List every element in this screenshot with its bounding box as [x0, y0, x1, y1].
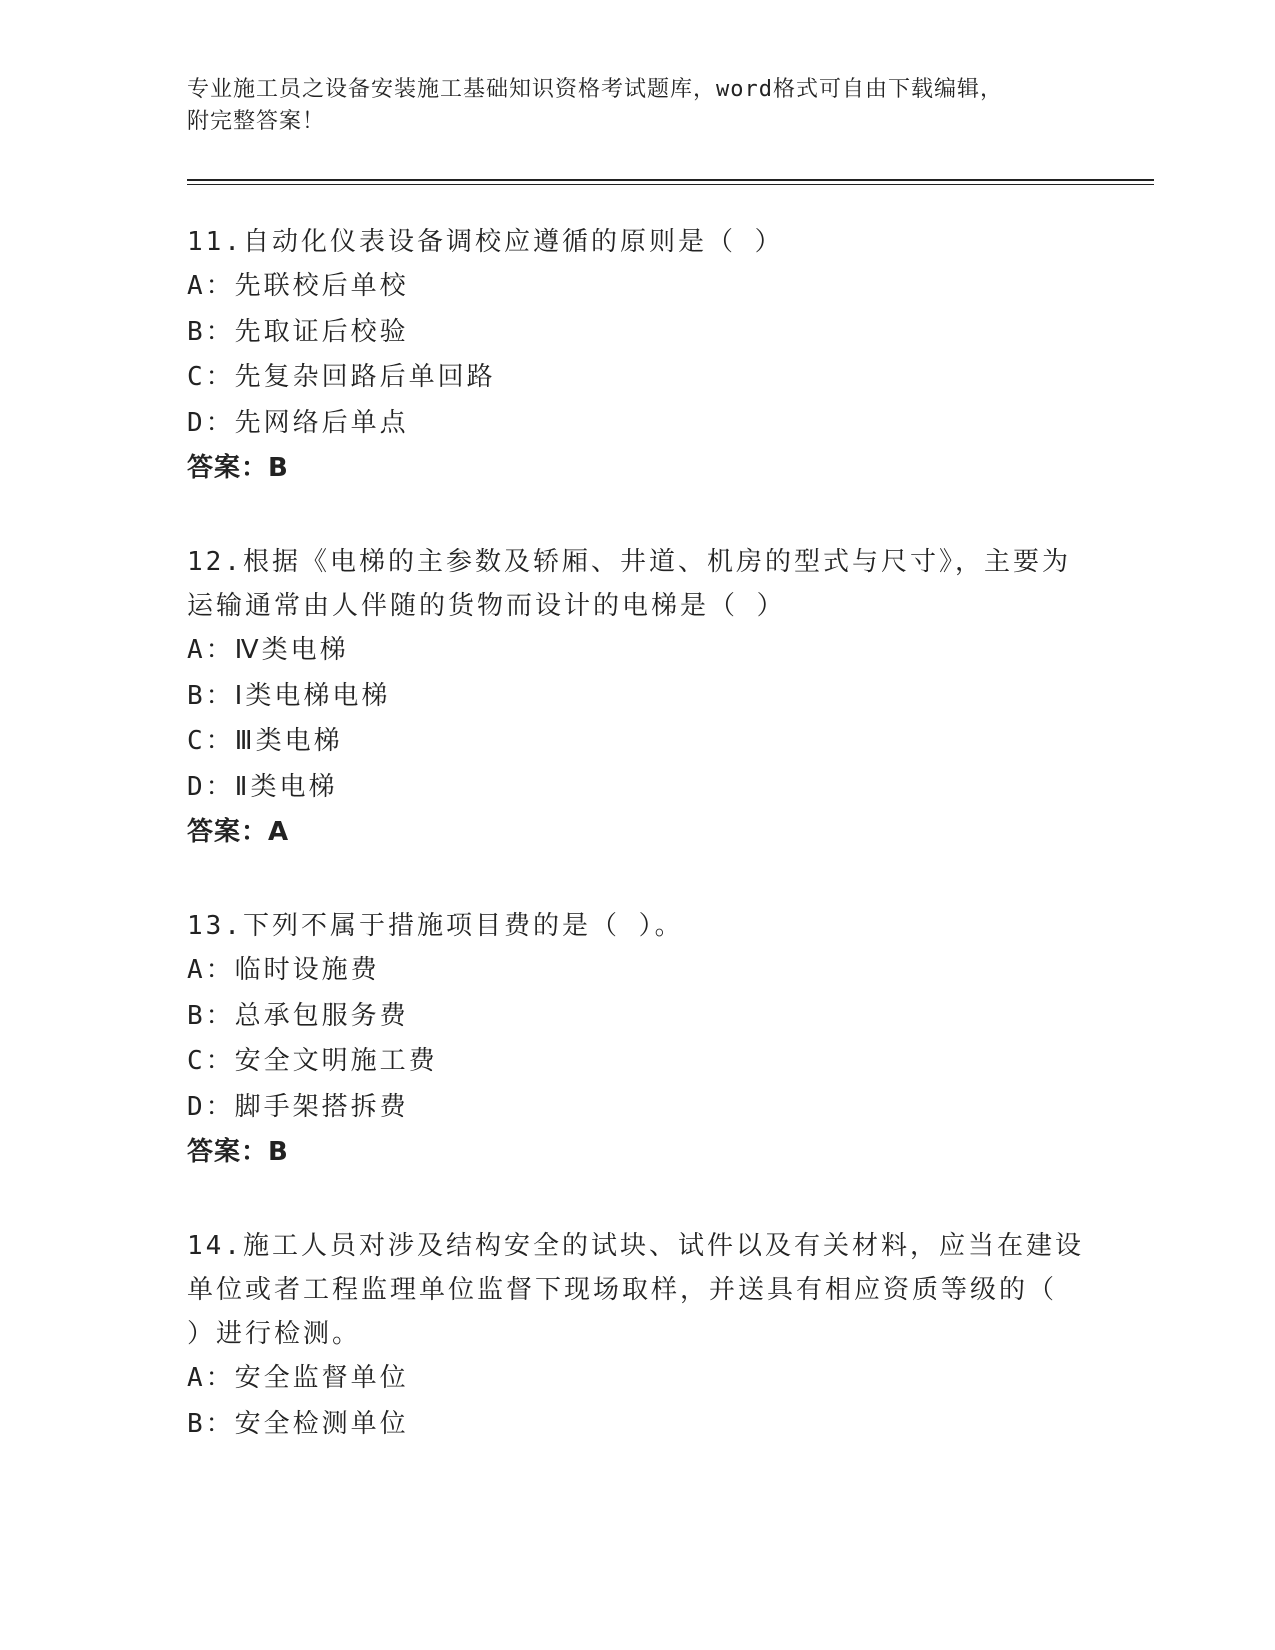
option-text: Ⅳ类电梯 [234, 635, 349, 665]
question-stem-line-1: 12.根据《电梯的主参数及轿厢、井道、机房的型式与尺寸》，主要为 [187, 547, 1071, 577]
option-letter: A： [187, 635, 235, 665]
option-letter: D： [187, 1091, 235, 1122]
option-text: Ⅲ类电梯 [234, 726, 343, 756]
option-c [187, 355, 1087, 401]
option-text: 安全文明施工费 [234, 1046, 438, 1076]
question-stem: 11.自动化仪表设备调校应遵循的原则是（ ） [187, 227, 784, 257]
question-stem: 13.下列不属于措施项目费的是（ ）。 [187, 911, 684, 941]
option-letter: B： [187, 316, 235, 347]
option-text: 先网络后单点 [234, 407, 409, 438]
option-d [187, 765, 1087, 811]
option-text: Ⅱ类电梯 [234, 771, 338, 802]
option-letter: A： [187, 271, 235, 301]
option-letter: A： [187, 955, 235, 985]
option-text: 先取证后校验 [234, 316, 409, 347]
option-text: 先联校后单校 [234, 271, 409, 301]
option-letter: A： [187, 1363, 235, 1393]
option-b [187, 1402, 1087, 1448]
option-letter: C： [187, 362, 235, 392]
question-14 [187, 1224, 1087, 1447]
option-a [187, 628, 1087, 674]
option-b [187, 310, 1087, 356]
option-letter: B： [187, 680, 235, 711]
option-a [187, 948, 1087, 994]
question-11 [187, 220, 1087, 492]
option-letter: C： [187, 726, 235, 756]
answer-line: 答案：A [187, 817, 290, 847]
option-text: 临时设施费 [234, 955, 380, 985]
header-divider-thick [187, 179, 1154, 181]
option-c [187, 1039, 1087, 1085]
option-letter: D： [187, 407, 235, 438]
option-a [187, 1356, 1087, 1402]
option-text: Ⅰ类电梯电梯 [234, 680, 391, 711]
header-line-2: 附完整答案！ [187, 109, 326, 134]
question-stem-line-3: ）进行检测。 [187, 1319, 362, 1349]
option-letter: B： [187, 1000, 235, 1031]
question-13 [187, 904, 1087, 1176]
option-c [187, 719, 1087, 765]
option-text: 脚手架搭拆费 [234, 1091, 409, 1122]
option-d [187, 1085, 1087, 1131]
question-stem-line-1: 14.施工人员对涉及结构安全的试块、试件以及有关材料，应当在建设 [187, 1231, 1084, 1261]
option-text: 安全监督单位 [234, 1363, 409, 1393]
answer-line: 答案：B [187, 1137, 289, 1167]
option-text: 总承包服务费 [234, 1000, 409, 1031]
option-a [187, 264, 1087, 310]
document-header [187, 74, 1067, 138]
option-b [187, 994, 1087, 1040]
question-stem-line-2: 运输通常由人伴随的货物而设计的电梯是（ ） [187, 591, 786, 621]
option-letter: C： [187, 1046, 235, 1076]
option-letter: B： [187, 1408, 235, 1439]
header-line-1: 专业施工员之设备安装施工基础知识资格考试题库，word格式可自由下载编辑， [187, 77, 1003, 102]
option-d [187, 401, 1087, 447]
option-text: 安全检测单位 [234, 1408, 409, 1439]
option-letter: D： [187, 771, 235, 802]
question-12 [187, 540, 1087, 856]
header-divider-thin [187, 184, 1154, 185]
option-text: 先复杂回路后单回路 [234, 362, 496, 392]
option-b [187, 674, 1087, 720]
question-stem-line-2: 单位或者工程监理单位监督下现场取样，并送具有相应资质等级的（ [187, 1275, 1058, 1305]
answer-line: 答案：B [187, 453, 289, 483]
